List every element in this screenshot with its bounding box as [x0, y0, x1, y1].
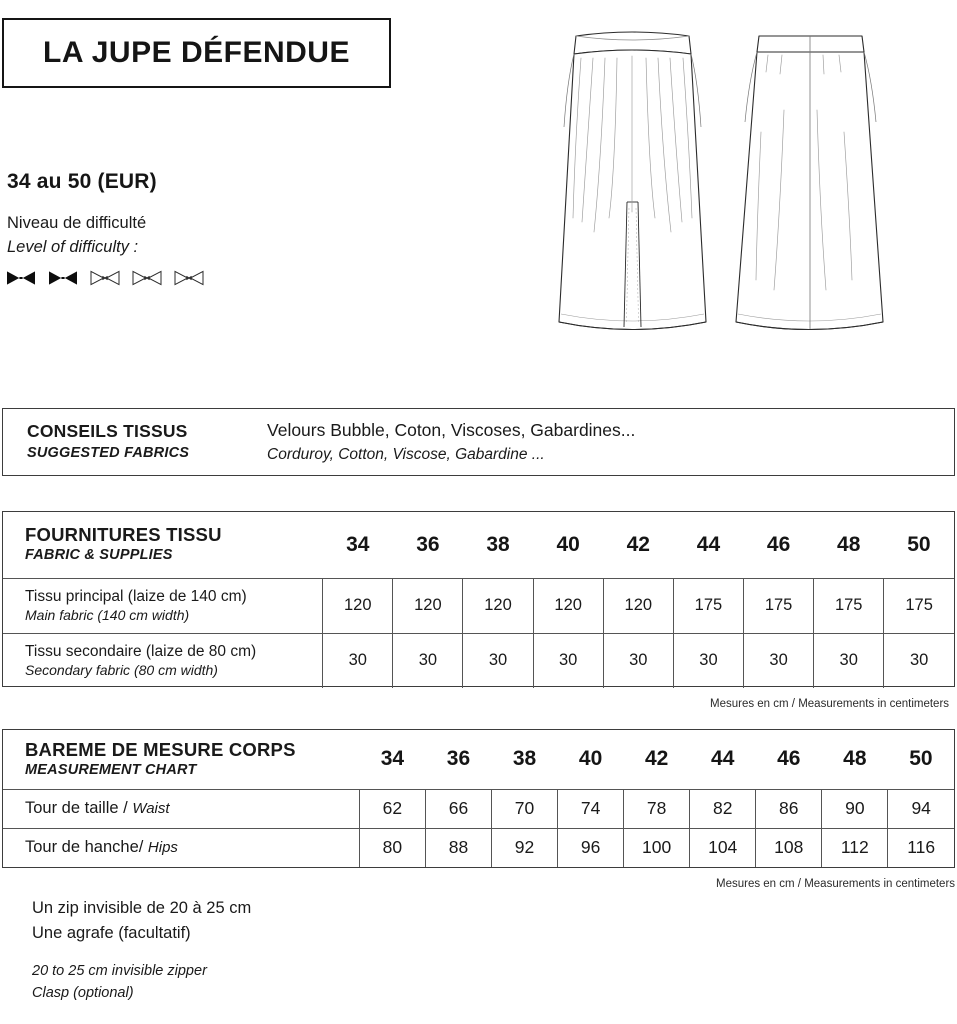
measurement-row-label-hips: [3, 828, 359, 867]
supplies-row-label-secondary-fabric: [3, 633, 323, 688]
measurement-row1-val-36: 88: [425, 828, 491, 867]
measurement-label-en: MEASUREMENT CHART: [25, 761, 197, 778]
page-title: LA JUPE DÉFENDUE: [43, 36, 350, 69]
measurement-size-40: 40: [578, 747, 603, 771]
table-row: [3, 789, 954, 828]
measurement-row0-val-46: 86: [756, 789, 822, 828]
measurement-row0-val-38: 70: [491, 789, 557, 828]
measurement-row1-val-50: 116: [888, 828, 954, 867]
bowtie-icon-empty-4: [132, 270, 162, 286]
skirt-front-technical-drawing: [545, 22, 720, 342]
supplies-label-fr: FOURNITURES TISSU: [25, 524, 222, 546]
measurement-row0-val-34: 62: [359, 789, 425, 828]
supplies-row0-val-36: 120: [393, 578, 463, 633]
measurement-row0-val-40: 74: [558, 789, 624, 828]
measurement-size-48: 48: [843, 747, 867, 771]
measurement-row1-val-46: 108: [756, 828, 822, 867]
supplies-row0-label-fr: Tissu principal (laize de 140 cm): [25, 587, 247, 605]
supplies-row0-val-50: 175: [884, 578, 954, 633]
supplies-size-50: 50: [907, 532, 931, 556]
supplies-row1-val-44: 30: [673, 633, 743, 688]
measurement-chart-panel: [2, 729, 955, 868]
supplies-size-38: 38: [486, 532, 510, 556]
note-zipper-fr: Un zip invisible de 20 à 25 cm: [32, 899, 252, 917]
table-row: [3, 633, 954, 688]
suggested-fabrics-label-en: SUGGESTED FABRICS: [27, 445, 190, 461]
supplies-row1-val-50: 30: [884, 633, 954, 688]
supplies-row1-val-40: 30: [533, 633, 603, 688]
suggested-fabrics-label-fr: CONSEILS TISSUS: [27, 421, 188, 441]
supplies-size-42: 42: [626, 532, 650, 556]
supplies-row1-val-48: 30: [814, 633, 884, 688]
measurement-chart-table: [3, 730, 954, 867]
supplies-row0-val-40: 120: [533, 578, 603, 633]
bowtie-icon-empty-5: [174, 270, 204, 286]
measurement-row-label-waist: [3, 789, 359, 828]
supplies-row1-val-46: 30: [744, 633, 814, 688]
supplies-size-40: 40: [556, 532, 580, 556]
measurement-row1-val-38: 92: [491, 828, 557, 867]
measurement-row1-val-48: 112: [822, 828, 888, 867]
measurement-row1-val-44: 104: [690, 828, 756, 867]
supplies-row1-val-36: 30: [393, 633, 463, 688]
bowtie-icon-empty-3: [90, 270, 120, 286]
size-range-label: 34 au 50 (EUR): [7, 170, 157, 193]
supplies-size-48: 48: [837, 532, 861, 556]
fabric-supplies-table: [3, 512, 954, 688]
measurement-header-row: [3, 730, 954, 789]
measurement-size-38: 38: [512, 747, 537, 771]
supplies-label-en: FABRIC & SUPPLIES: [25, 547, 173, 564]
measurement-size-36: 36: [446, 747, 471, 771]
suggested-fabrics-value-fr: Velours Bubble, Coton, Viscoses, Gabardines...: [267, 420, 636, 440]
supplies-row0-val-38: 120: [463, 578, 533, 633]
measurement-row0-val-36: 66: [425, 789, 491, 828]
note-clasp-fr: Une agrafe (facultatif): [32, 924, 191, 942]
supplies-header-row: [3, 512, 954, 578]
supplies-row-label-main-fabric: [3, 578, 323, 633]
measurement-row0-label-fr: Tour de taille /: [25, 799, 133, 817]
supplies-size-44: 44: [696, 532, 721, 556]
measurement-size-50: 50: [909, 747, 933, 771]
measurement-size-46: 46: [777, 747, 801, 771]
supplies-row0-label-en: Main fabric (140 cm width): [25, 607, 190, 624]
supplies-row0-val-44: 175: [673, 578, 743, 633]
supplies-row1-val-34: 30: [323, 633, 393, 688]
measurement-row1-val-42: 100: [624, 828, 690, 867]
supplies-row0-val-48: 175: [814, 578, 884, 633]
measurement-footnote: Mesures en cm / Measurements in centimeters: [716, 878, 956, 890]
difficulty-label-en: Level of difficulty :: [7, 238, 139, 256]
table-row: [3, 578, 954, 633]
difficulty-rating: [6, 270, 204, 286]
table-row: [3, 828, 954, 867]
supplies-row0-val-46: 175: [744, 578, 814, 633]
supplies-row1-label-en: Secondary fabric (80 cm width): [25, 662, 218, 679]
measurement-row0-val-42: 78: [624, 789, 690, 828]
supplies-size-36: 36: [416, 532, 440, 556]
suggested-fabrics-value-en: Corduroy, Cotton, Viscose, Gabardine ...: [267, 446, 545, 463]
bowtie-icon-filled-2: [48, 270, 78, 286]
measurement-size-34: 34: [380, 747, 405, 771]
measurement-size-42: 42: [644, 747, 669, 771]
skirt-back-technical-drawing: [722, 22, 897, 342]
supplies-row0-val-34: 120: [323, 578, 393, 633]
measurement-row0-val-48: 90: [822, 789, 888, 828]
pattern-title-box: [2, 18, 391, 88]
note-clasp-en: Clasp (optional): [32, 985, 134, 1001]
note-zipper-en: 20 to 25 cm invisible zipper: [32, 963, 207, 979]
measurement-label-fr: BAREME DE MESURE CORPS: [25, 738, 296, 760]
supplies-row1-label-fr: Tissu secondaire (laize de 80 cm): [25, 642, 257, 660]
measurement-row1-label-en: Hips: [147, 839, 178, 857]
measurement-row0-label-en: Waist: [132, 800, 170, 817]
measurement-row1-val-40: 96: [558, 828, 624, 867]
supplies-row0-val-42: 120: [603, 578, 673, 633]
measurement-size-44: 44: [711, 747, 735, 771]
measurement-row1-label-fr: Tour de hanche/: [25, 838, 148, 857]
supplies-size-46: 46: [766, 532, 791, 556]
suggested-fabrics-panel: [2, 408, 955, 476]
bowtie-icon-filled-1: [6, 270, 36, 286]
measurement-row0-val-50: 94: [888, 789, 954, 828]
supplies-row1-val-42: 30: [603, 633, 673, 688]
supplies-footnote: Mesures en cm / Measurements in centimeters: [710, 698, 950, 710]
supplies-size-34: 34: [346, 532, 370, 556]
supplies-header-label: [3, 512, 323, 578]
measurement-header-label: [3, 730, 359, 789]
measurement-row0-val-44: 82: [690, 789, 756, 828]
measurement-row1-val-34: 80: [359, 828, 425, 867]
fabric-supplies-panel: [2, 511, 955, 687]
supplies-row1-val-38: 30: [463, 633, 533, 688]
difficulty-label-fr: Niveau de difficulté: [7, 214, 147, 232]
